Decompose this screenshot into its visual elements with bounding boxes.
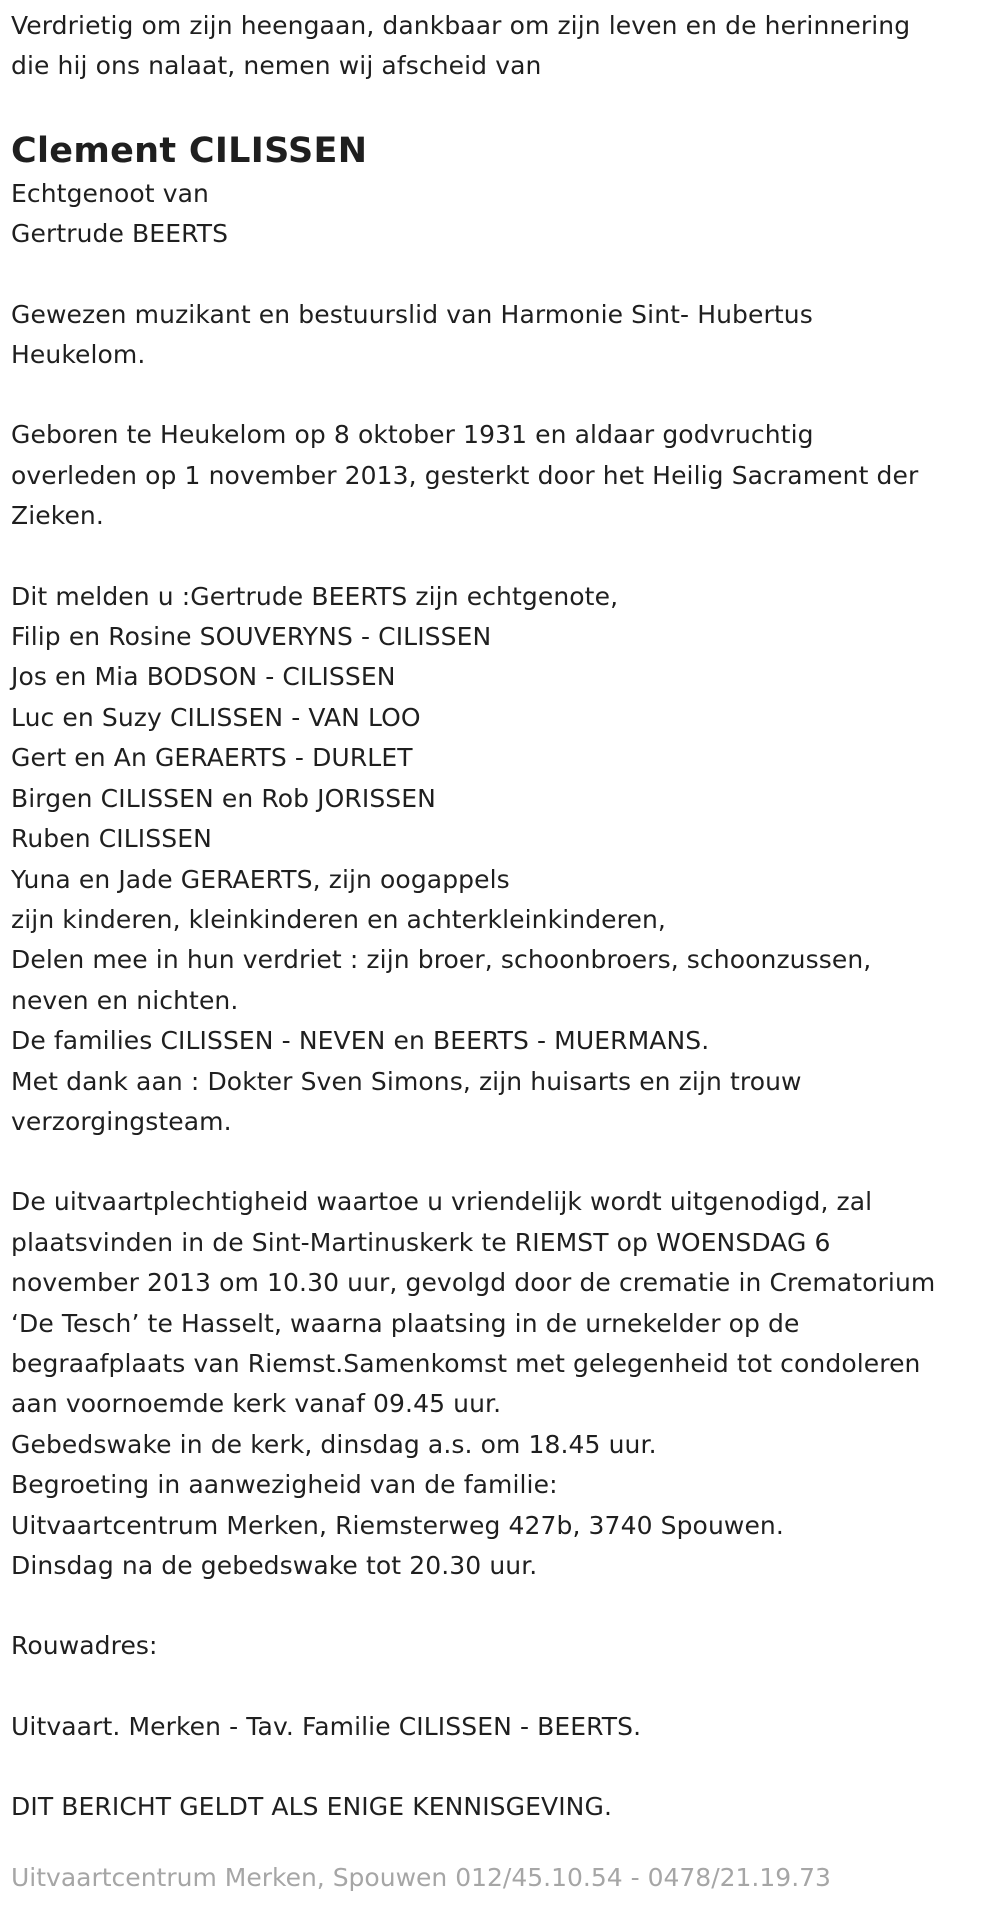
ceremony-line: Dinsdag na de gebedswake tot 20.30 uur. [11, 1551, 538, 1580]
ceremony-line: begraafplaats van Riemst.Samenkomst met gelegenheid tot condoleren [11, 1348, 921, 1378]
birth-death-line: overleden op 1 november 2013, gesterkt door het Heilig Sacrament der [11, 460, 919, 490]
ceremony-line: aan voornoemde kerk vanaf 09.45 uur. [11, 1389, 502, 1419]
family-line: De families CILISSEN - NEVEN en BEERTS - MUERMANS. [11, 1026, 710, 1056]
birth-death-line: Geboren te Heukelom op 8 oktober 1931 en aldaar godvruchtig [11, 420, 814, 450]
family-line: Gert en An GERAERTS - DURLET [11, 743, 413, 773]
ceremony-line: Begroeting in aanwezigheid van de familie: [11, 1470, 558, 1500]
intro-line: Verdrietig om zijn heengaan, dankbaar om zijn leven en de herinnering [11, 11, 911, 40]
family-line: Delen mee in hun verdriet : zijn broer, schoonbroers, schoonzussen, [11, 945, 872, 975]
intro-text [11, 6, 989, 87]
family-line: zijn kinderen, kleinkinderen en achterkleinkinderen, [11, 904, 666, 934]
ceremony-block [11, 1182, 989, 1586]
family-line: Ruben CILISSEN [11, 824, 212, 854]
family-line: Luc en Suzy CILISSEN - VAN LOO [11, 702, 421, 732]
role-line: Gewezen muzikant en bestuurslid van Harmonie Sint- Hubertus [11, 299, 813, 329]
ceremony-line: Uitvaartcentrum Merken, Riemsterweg 427b, 3740 Spouwen. [11, 1510, 784, 1540]
birth-death-line: Zieken. [11, 501, 104, 531]
notice-text: DIT BERICHT GELDT ALS ENIGE KENNISGEVING. [11, 1792, 612, 1822]
family-line: Met dank aan : Dokter Sven Simons, zijn huisarts en zijn trouw [11, 1066, 802, 1096]
spouse-block [11, 174, 989, 255]
family-line: Yuna en Jade GERAERTS, zijn oogappels [11, 864, 510, 894]
role-block [11, 295, 989, 376]
ceremony-line: plaatsvinden in de Sint-Martinuskerk te RIEMST op WOENSDAG 6 [11, 1227, 831, 1257]
family-line: Jos en Mia BODSON - CILISSEN [11, 662, 396, 692]
family-line: Filip en Rosine SOUVERYNS - CILISSEN [11, 622, 492, 652]
address-text: Uitvaart. Merken - Tav. Familie CILISSEN - BEERTS. [11, 1711, 642, 1741]
role-line: Heukelom. [11, 340, 146, 370]
deceased-name: Clement CILISSEN [11, 130, 368, 171]
ceremony-line: november 2013 om 10.30 uur, gevolgd door de crematie in Crematorium [11, 1268, 936, 1298]
ceremony-line: De uitvaartplechtigheid waartoe u vriendelijk wordt uitgenodigd, zal [11, 1187, 873, 1217]
ceremony-line: ‘De Tesch’ te Hasselt, waarna plaatsing in de urnekelder op de [11, 1308, 800, 1338]
spouse-line: Gertrude BEERTS [11, 219, 229, 249]
funeral-home-footer: Uitvaartcentrum Merken, Spouwen 012/45.10.54 - 0478/21.19.73 [11, 1863, 831, 1892]
ceremony-line: Gebedswake in de kerk, dinsdag a.s. om 18.45 uur. [11, 1429, 657, 1459]
spouse-line: Echtgenoot van [11, 178, 209, 208]
intro-line: die hij ons nalaat, nemen wij afscheid van [11, 51, 542, 81]
family-block [11, 577, 989, 1143]
family-line: Dit melden u :Gertrude BEERTS zijn echtgenote, [11, 581, 619, 611]
address-label: Rouwadres: [11, 1631, 158, 1661]
birth-death-block [11, 415, 989, 536]
family-line: verzorgingsteam. [11, 1106, 232, 1136]
family-line: Birgen CILISSEN en Rob JORISSEN [11, 783, 436, 813]
family-line: neven en nichten. [11, 985, 239, 1015]
